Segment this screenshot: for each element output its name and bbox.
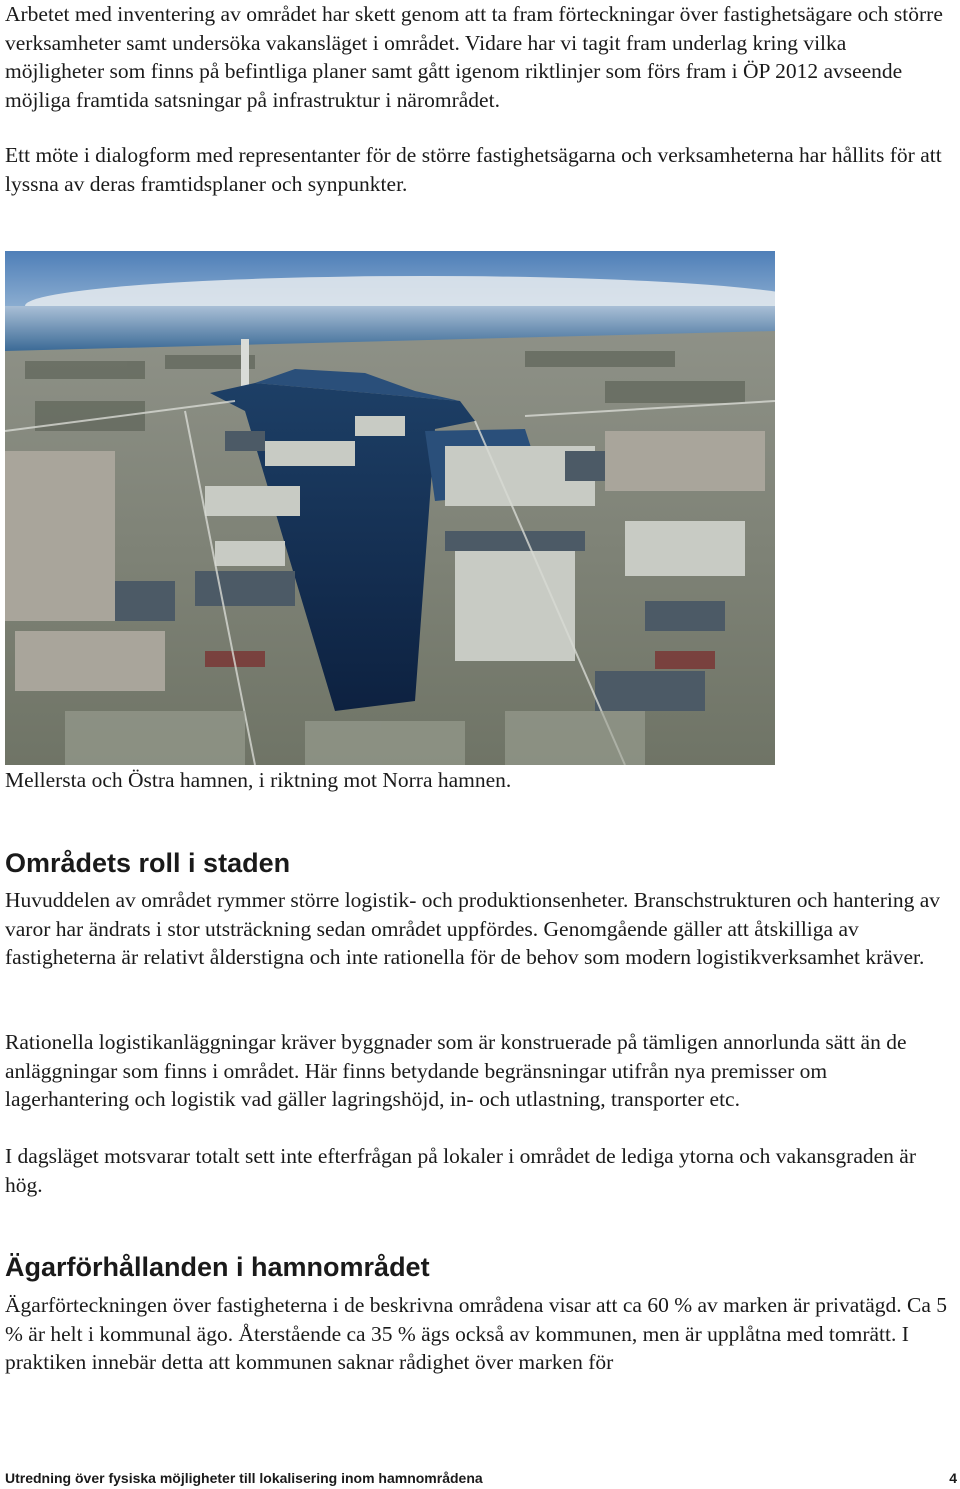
footer-document-title: Utredning över fysiska möjligheter till lokalisering inom hamnområdena	[5, 1470, 483, 1486]
section-heading-agarforhallanden: Ägarförhållanden i hamnområdet	[5, 1252, 430, 1282]
aerial-harbour-illustration	[5, 251, 775, 765]
footer-page-number: 4	[949, 1470, 957, 1486]
intro-paragraph-2: Ett möte i dialogform med representanter för de större fastighetsägarna och verksamheterna har hållits för att lyssna av deras framtidsplaner och synpunkter.	[5, 143, 942, 196]
section-heading-omradets-roll: Områdets roll i staden	[5, 848, 291, 878]
section-1-paragraph-3: I dagsläget motsvarar totalt sett inte efterfrågan på lokaler i området de lediga ytorna och vakansgraden är hög.	[5, 1144, 916, 1197]
photo-caption: Mellersta och Östra hamnen, i riktning mot Norra hamnen.	[5, 768, 512, 792]
section-1-paragraph-1: Huvuddelen av området rymmer större logistik- och produktionsenheter. Branschstrukturen och hantering av varor har ändrats i stor utsträckning sedan området uppfördes. Genomgående gäller att åtskilliga av fastigheterna är relativt ålderstigna och inte rationella för de behov som modern logistikverksamhet kräver.	[5, 888, 940, 970]
section-1-paragraph-2: Rationella logistikanläggningar kräver byggnader som är konstruerade på tämligen annorlunda sätt än de anläggningar som finns i området. Här finns betydande begränsningar utifrån nya premisser om lagerhantering och logistik vad gäller lagringshöjd, in- och utlastning, transporter etc.	[5, 1030, 907, 1112]
aerial-harbour-photo	[5, 251, 775, 765]
section-2-paragraph-1: Ägarförteckningen över fastigheterna i de beskrivna områdena visar att ca 60 % av marken är privatägd. Ca 5 % är helt i kommunal ägo. Återstående ca 35 % ägs också av kommunen, men är upplåtna med tomrätt. I praktiken innebär detta att kommunen saknar rådighet över marken för	[5, 1293, 948, 1375]
intro-paragraph-1: Arbetet med inventering av området har skett genom att ta fram förteckningar över fastighetsägare och större verksamheter samt undersöka vakansläget i området. Vidare har vi tagit fram underlag kring vilka möjligheter som finns på befintliga planer samt gått igenom riktlinjer som förs fram i ÖP 2012 avseende möjliga framtida satsningar på infrastruktur i närområdet.	[5, 2, 943, 112]
